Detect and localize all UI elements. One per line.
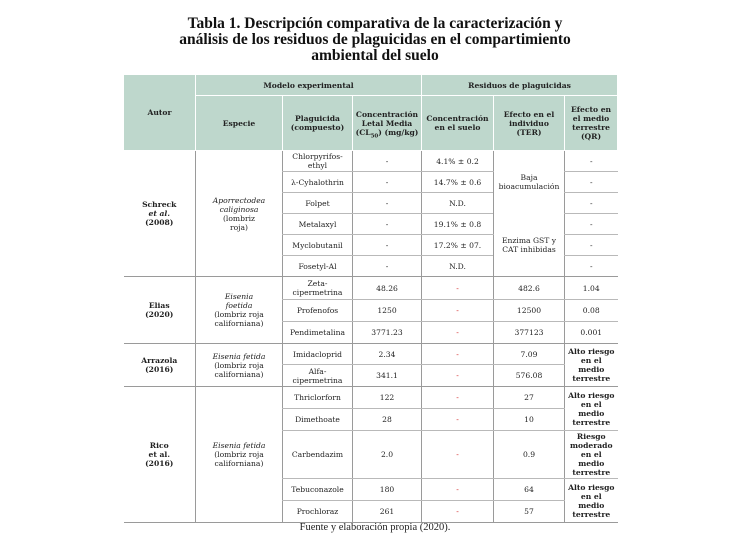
pesticide-cell: Imidacloprid [283,344,353,365]
header-cl50-line3-pre: (CL [355,127,371,137]
effect-medium-cell: - [565,172,618,193]
concentration-cell: - [422,365,494,387]
effect-medium-cell: 0.001 [565,322,618,344]
cl50-cell: - [353,214,422,235]
pesticide-cell: Dimethoate [283,409,353,431]
effect-individual-cell: 10 [494,409,565,431]
pesticide-cell: Carbendazim [283,431,353,479]
cl50-cell: - [353,235,422,256]
effect-medium-cell: 1.04 [565,277,618,300]
pesticide-cell: Chlorpyrifos-ethyl [283,151,353,172]
cl50-cell: 28 [353,409,422,431]
title-line: ambiental del suelo [311,47,439,64]
pesticide-cell: Metalaxyl [283,214,353,235]
species-common: (lombriz roja californiana) [214,310,264,328]
concentration-cell: - [422,479,494,501]
source-footnote: Fuente y elaboración propia (2020). [299,522,451,533]
author-year: (2008) [145,218,174,227]
concentration-cell: 4.1% ± 0.2 [422,151,494,172]
concentration-cell: - [422,277,494,300]
pesticide-table [123,74,618,523]
effect-individual-cell: 576.08 [494,365,565,387]
concentration-cell: - [422,431,494,479]
pesticide-cell: Fosetyl-Al [283,256,353,277]
concentration-cell: 14.7% ± 0.6 [422,172,494,193]
concentration-cell: - [422,300,494,322]
effect-medium-cell: Alto riesgo en el medio terrestre [565,344,618,387]
pesticide-cell: λ-Cyhalothrin [283,172,353,193]
cl50-cell: 180 [353,479,422,501]
cl50-cell: 341.1 [353,365,422,387]
concentration-cell: - [422,409,494,431]
concentration-cell: - [422,322,494,344]
table-title [125,16,625,64]
effect-medium-cell: Alto riesgo en el medio terrestre [565,479,618,523]
concentration-cell: 17.2% ± 07. [422,235,494,256]
pesticide-cell: Folpet [283,193,353,214]
pesticide-cell: Profenofos [283,300,353,322]
effect-individual-cell: 482.6 [494,277,565,300]
table-row [124,277,618,300]
pesticide-cell: Thriclorforn [283,387,353,409]
header-especie: Especie [196,96,283,151]
effect-individual-cell: 7.09 [494,344,565,365]
concentration-cell: N.D. [422,193,494,214]
cl50-cell: 261 [353,501,422,523]
effect-individual-cell: 12500 [494,300,565,322]
header-autor: Autor [124,75,196,151]
author-name: Arrazola [141,356,178,365]
header-plaguicida: Plaguicida (compuesto) [283,96,353,151]
effect-medium-cell: - [565,193,618,214]
cl50-cell: 2.34 [353,344,422,365]
header-efecto-medio: Efecto en el medio terrestre (QR) [565,96,618,151]
species-name: Eisenia fetida [212,351,266,361]
species-name: foetida [225,301,253,310]
author-etal: et al. [148,450,170,459]
header-efecto-individuo: Efecto en el individuo (TER) [494,96,565,151]
effect-individual-cell: 27 [494,387,565,409]
cl50-cell: - [353,172,422,193]
concentration-cell: N.D. [422,256,494,277]
species-genus: Eisenia [224,292,254,301]
author-elias [124,277,196,344]
concentration-cell: - [422,501,494,523]
header-modelo: Modelo experimental [196,75,422,96]
title-line: análisis de los residuos de plaguicidas en el compartimiento [179,31,571,48]
species-rico [196,387,283,523]
author-name: Elias [148,301,170,310]
effect-individual-cell: 377123 [494,322,565,344]
cl50-cell: - [353,151,422,172]
effect-individual-cell: 57 [494,501,565,523]
effect-individual-cell: Enzima GST y CAT inhibidas [494,214,565,277]
effect-individual-cell: 0.9 [494,431,565,479]
author-year: (2016) [145,459,174,468]
effect-medium-cell: 0.08 [565,300,618,322]
cl50-cell: 122 [353,387,422,409]
effect-medium-cell: - [565,256,618,277]
cl50-cell: 1250 [353,300,422,322]
species-common: (lombriz roja californiana) [214,360,264,379]
species-genus: Aporrectodea [212,195,266,205]
effect-medium-cell: - [565,151,618,172]
table-row [124,151,618,172]
effect-individual-cell: Baja bioacumulación [494,151,565,214]
effect-medium-cell: - [565,214,618,235]
effect-medium-cell: - [565,235,618,256]
cl50-cell: 48.26 [353,277,422,300]
pesticide-cell: Tebuconazole [283,479,353,501]
title-line: Tabla 1. Descripción comparativa de la caracterización y [187,15,563,32]
effect-medium-cell: Riesgo moderado en el medio terrestre [565,431,618,479]
effect-individual-cell: 64 [494,479,565,501]
header-cl50-line1: Concentración [355,109,419,119]
header-cl50-subscript: 50 [370,133,379,140]
table-row [124,387,618,409]
species-schreck [196,151,283,277]
pesticide-cell: Prochloraz [283,501,353,523]
cl50-cell: 2.0 [353,431,422,479]
species-common: (lombriz [222,213,256,223]
header-cl50 [353,96,422,151]
cl50-cell: - [353,256,422,277]
author-rico [124,387,196,523]
pesticide-cell: Pendimetalina [283,322,353,344]
cl50-cell: 3771.23 [353,322,422,344]
header-cl50-line3-post: ) (mg/kg) [378,127,419,137]
pesticide-cell: Alfa-cipermetrina [283,365,353,387]
species-arrazola [196,344,283,387]
author-name: Rico [149,441,169,450]
species-name: Eisenia fetida [212,441,266,450]
species-name: caliginosa [219,204,259,214]
effect-medium-cell: Alto riesgo en el medio terrestre [565,387,618,431]
pesticide-cell: Myclobutanil [283,235,353,256]
species-elias [196,277,283,344]
author-etal: et al. [148,209,170,218]
header-cl50-line2: Letal Media [361,118,413,128]
species-common: (lombriz roja californiana) [214,450,264,468]
header-residuos: Residuos de plaguicidas [422,75,618,96]
author-year: (2016) [145,365,174,374]
concentration-cell: - [422,344,494,365]
author-name: Schreck [142,200,177,209]
cl50-cell: - [353,193,422,214]
species-common: roja) [229,222,249,232]
author-year: (2020) [145,310,174,319]
table-row [124,344,618,365]
concentration-cell: - [422,387,494,409]
pesticide-cell: Zeta-cipermetrina [283,277,353,300]
author-arrazola [124,344,196,387]
concentration-cell: 19.1% ± 0.8 [422,214,494,235]
author-schreck [124,151,196,277]
header-conc-suelo: Concentración en el suelo [422,96,494,151]
